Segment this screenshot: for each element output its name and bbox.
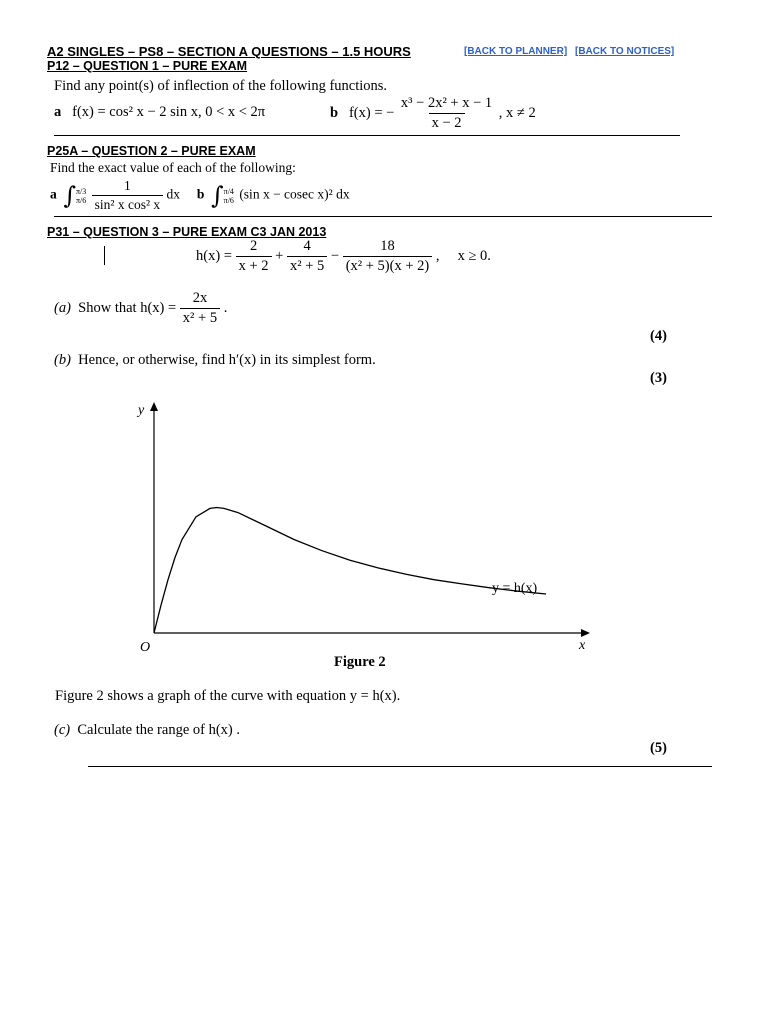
q2-a-lower-limit: π/6 [76,195,87,205]
curve-label: y = h(x) [492,581,538,596]
q3-part-a-end: . [223,299,228,316]
q3-part-a-text: Show that h(x) = [78,299,177,316]
q3-term-1-denominator: x + 2 [236,256,272,275]
q3-part-a-label: (a) [54,299,71,316]
integral-sign: ∫ [211,181,224,210]
q2-b-expression: (sin x − cosec x)² dx [239,186,350,202]
q3-term-2-denominator: x² + 5 [287,256,327,275]
q1-a-expression: f(x) = cos² x − 2 sin x, 0 < x < 2π [72,104,266,120]
q2-a-numerator: 1 [124,178,131,193]
y-axis-label: y [138,403,145,418]
q3-term-1-numerator: 2 [249,238,258,254]
q3-part-a-marks: (4) [650,328,667,344]
q1-b-numerator: x³ − 2x² + x − 1 [400,95,493,111]
back-to-notices-link[interactable]: [BACK TO NOTICES] [575,46,675,57]
integral-sign: ∫ [63,181,77,210]
q2-b-lower-limit: π/6 [223,195,234,205]
origin-label: O [140,640,151,655]
figure-description: Figure 2 shows a graph of the curve with equation y = h(x). [55,688,401,704]
q3-part-c-label: (c) [54,722,71,738]
q1-b-denominator: x − 2 [429,113,465,132]
q3-term-3-denominator: (x² + 5)(x + 2) [343,256,433,275]
q2-heading: P25A – QUESTION 2 – PURE EXAM [47,144,256,158]
q1-b-label: b [330,104,339,121]
x-axis-label: x [579,638,586,653]
q2-a-dx: dx [166,186,181,202]
q3-part-b-label: (b) [54,352,71,368]
q1-prompt: Find any point(s) of inflection of the following functions. [54,78,388,94]
chart-root [136,402,590,655]
q1-b-lhs: f(x) = − [348,104,395,121]
q3-part-a-denominator: x² + 5 [180,308,220,327]
q3-part-c-marks: (5) [650,740,667,756]
q3-def-lhs: h(x) = [196,247,232,264]
q3-def-condition: , x ≥ 0. [435,247,491,264]
x-axis-arrow [581,629,590,637]
figure-caption: Figure 2 [334,654,386,670]
divider [88,766,712,767]
q2-a-upper-limit: π/3 [76,186,87,196]
q1-a-label: a [54,104,62,120]
curve-series-line [154,508,546,634]
q3-part-c [54,722,240,739]
y-axis-arrow [150,402,158,411]
q1-b-condition: , x ≠ 2 [498,104,536,121]
q2-a-denominator: sin² x cos² x [92,195,163,213]
q3-term-3-numerator: 18 [380,238,395,254]
q2-prompt: Find the exact value of each of the following: [50,160,296,175]
page-title: A2 SINGLES – PS8 – SECTION A QUESTIONS – 1.5 HOURS [47,44,411,59]
q2-b-label: b [196,186,205,202]
q2-b-upper-limit: π/4 [223,186,234,196]
q3-part-c-text: Calculate the range of h(x) . [77,722,240,738]
minus-sign: − [330,247,340,264]
q3-part-a-numerator: 2x [192,290,208,306]
q3-heading: P31 – QUESTION 3 – PURE EXAM C3 JAN 2013 [47,225,327,239]
q2-a-label: a [50,186,57,202]
plus-sign: + [275,247,284,264]
q1-heading: P12 – QUESTION 1 – PURE EXAM [47,59,248,73]
q3-part-b-text: Hence, or otherwise, find h′(x) in its simplest form. [78,352,376,368]
q3-part-b-marks: (3) [650,370,667,386]
back-to-planner-link[interactable]: [BACK TO PLANNER] [464,46,568,57]
q3-term-2-numerator: 4 [303,238,311,254]
